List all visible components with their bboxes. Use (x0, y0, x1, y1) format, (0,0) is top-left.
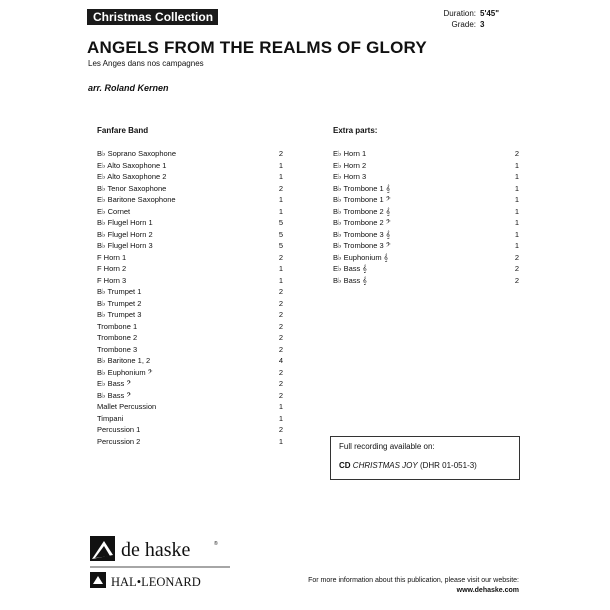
logo-partner: HAL•LEONARD (111, 575, 201, 589)
part-count: 2 (514, 275, 519, 285)
part-name: Timpani (97, 413, 124, 423)
part-name: B♭ Trombone 2 𝄢 (333, 218, 391, 227)
logo-brand: de haske (121, 539, 191, 561)
part-count: 1 (514, 218, 519, 227)
part-name: B♭ Trombone 2 𝄞 (333, 206, 391, 216)
part-name: B♭ Flugel Horn 3 (97, 241, 153, 250)
extra-item (333, 252, 519, 264)
fanfare-item (97, 275, 283, 287)
part-count: 1 (514, 183, 519, 193)
part-count: 5 (278, 218, 283, 227)
fanfare-item (97, 367, 283, 379)
extra-item (333, 194, 519, 206)
part-count: 1 (514, 206, 519, 216)
part-name: B♭ Trumpet 3 (97, 310, 142, 319)
website-link[interactable]: www.dehaske.com (456, 587, 519, 594)
fanfare-item (97, 321, 283, 333)
publisher-logo (90, 536, 235, 596)
part-name: E♭ Baritone Saxophone (97, 195, 176, 204)
part-name: B♭ Trumpet 2 (97, 298, 142, 308)
part-name: Mallet Percussion (97, 402, 157, 411)
part-count: 5 (278, 241, 283, 250)
fanfare-item (97, 413, 283, 425)
part-count: 1 (278, 402, 283, 411)
part-count: 2 (514, 264, 519, 273)
duration-label: Duration: (443, 9, 476, 18)
footer-text: For more information about this publication, please visit our website: (308, 577, 519, 584)
extra-parts-list (333, 148, 519, 286)
part-name: B♭ Tenor Saxophone (97, 183, 167, 193)
cd-label: CD (339, 461, 351, 470)
fanfare-item (97, 217, 283, 229)
fanfare-item (97, 355, 283, 367)
part-count: 2 (514, 149, 519, 158)
fanfare-item (97, 148, 283, 160)
catalog-number: (DHR 01-051-3) (419, 461, 477, 470)
fanfare-item (97, 171, 283, 183)
part-count: 1 (278, 413, 283, 423)
part-count: 2 (514, 252, 519, 262)
part-name: B♭ Soprano Saxophone (97, 149, 177, 158)
part-count: 2 (278, 321, 283, 331)
extra-item (333, 240, 519, 252)
part-name: B♭ Trumpet 1 (97, 287, 142, 296)
part-name: E♭ Alto Saxophone 1 (97, 160, 167, 170)
part-count: 1 (514, 241, 519, 250)
recording-cd-line (339, 461, 511, 470)
part-name: B♭ Trombone 3 𝄞 (333, 229, 391, 239)
part-name: Percussion 2 (97, 436, 141, 446)
fanfare-item (97, 229, 283, 241)
part-name: B♭ Euphonium 𝄢 (97, 367, 153, 377)
part-name: B♭ Bass 𝄞 (333, 275, 367, 285)
part-name: E♭ Horn 3 (333, 172, 367, 181)
part-name: B♭ Baritone 1, 2 (97, 356, 151, 365)
fanfare-item (97, 309, 283, 321)
part-name: Trombone 2 (97, 333, 138, 342)
extra-item (333, 217, 519, 229)
part-count: 2 (278, 287, 283, 296)
part-name: E♭ Horn 1 (333, 149, 367, 158)
fanfare-item (97, 401, 283, 413)
part-count: 2 (278, 183, 283, 193)
part-name: B♭ Trombone 1 𝄞 (333, 183, 391, 193)
fanfare-item (97, 252, 283, 264)
footer (264, 576, 519, 596)
grade-value: 3 (480, 20, 485, 29)
part-name: Percussion 1 (97, 425, 141, 434)
arranger-credit: arr. Roland Kernen (88, 83, 169, 93)
fanfare-item (97, 436, 283, 448)
part-count: 1 (514, 229, 519, 239)
part-name: B♭ Flugel Horn 2 (97, 229, 153, 239)
part-count: 2 (278, 310, 283, 319)
part-name: F Horn 2 (97, 264, 127, 273)
extra-item (333, 275, 519, 287)
fanfare-item (97, 240, 283, 252)
fanfare-item (97, 378, 283, 390)
part-name: B♭ Bass 𝄢 (97, 390, 132, 400)
part-name: E♭ Bass 𝄢 (97, 379, 132, 388)
part-count: 1 (514, 172, 519, 181)
extra-item (333, 206, 519, 218)
part-name: B♭ Trombone 1 𝄢 (333, 195, 391, 204)
part-count: 2 (278, 367, 283, 377)
part-count: 1 (278, 160, 283, 170)
part-count: 2 (278, 425, 283, 434)
fanfare-item (97, 263, 283, 275)
extra-item (333, 160, 519, 172)
part-count: 2 (278, 252, 283, 262)
extra-item (333, 171, 519, 183)
fanfare-item (97, 424, 283, 436)
part-count: 4 (278, 356, 283, 365)
fanfare-item (97, 160, 283, 172)
grade-label: Grade: (451, 20, 476, 29)
part-count: 1 (278, 264, 283, 273)
part-count: 2 (278, 298, 283, 308)
svg-text:®: ® (214, 541, 218, 547)
part-count: 1 (278, 275, 283, 285)
part-name: Trombone 3 (97, 344, 138, 354)
part-name: Trombone 1 (97, 321, 138, 331)
part-count: 2 (278, 149, 283, 158)
part-count: 1 (278, 436, 283, 446)
fanfare-parts-list (97, 148, 283, 447)
collection-badge: Christmas Collection (87, 9, 218, 25)
duration-value: 5'45" (480, 9, 500, 18)
part-count: 5 (278, 229, 283, 239)
part-count: 1 (278, 172, 283, 181)
part-name: E♭ Cornet (97, 206, 131, 216)
part-name: B♭ Flugel Horn 1 (97, 218, 153, 227)
fanfare-item (97, 206, 283, 218)
part-count: 2 (278, 344, 283, 354)
part-name: E♭ Bass 𝄞 (333, 264, 367, 273)
extra-item (333, 229, 519, 241)
part-count: 2 (278, 333, 283, 342)
page-title: ANGELS FROM THE REALMS OF GLORY (87, 38, 427, 57)
de-haske-logo (90, 536, 235, 596)
part-name: E♭ Alto Saxophone 2 (97, 172, 167, 181)
fanfare-item (97, 344, 283, 356)
part-count: 2 (278, 390, 283, 400)
part-count: 2 (278, 379, 283, 388)
fanfare-item (97, 286, 283, 298)
fanfare-item (97, 390, 283, 402)
part-name: E♭ Horn 2 (333, 160, 367, 170)
extra-item (333, 148, 519, 160)
extra-item (333, 263, 519, 275)
recording-intro: Full recording available on: (339, 442, 435, 451)
part-count: 1 (514, 160, 519, 170)
part-count: 1 (278, 206, 283, 216)
extra-item (333, 183, 519, 195)
fanfare-heading: Fanfare Band (97, 126, 149, 135)
part-count: 1 (514, 195, 519, 204)
part-name: B♭ Trombone 3 𝄢 (333, 241, 391, 250)
fanfare-item (97, 298, 283, 310)
part-name: F Horn 3 (97, 275, 127, 285)
extra-heading: Extra parts: (333, 126, 378, 135)
recording-box (330, 436, 520, 480)
page-subtitle: Les Anges dans nos campagnes (88, 59, 204, 68)
piece-meta (444, 8, 506, 30)
fanfare-item (97, 194, 283, 206)
part-name: B♭ Euphonium 𝄞 (333, 252, 389, 262)
fanfare-item (97, 332, 283, 344)
part-name: F Horn 1 (97, 252, 127, 262)
album-title: CHRISTMAS JOY (352, 461, 418, 470)
part-count: 1 (278, 195, 283, 204)
fanfare-item (97, 183, 283, 195)
